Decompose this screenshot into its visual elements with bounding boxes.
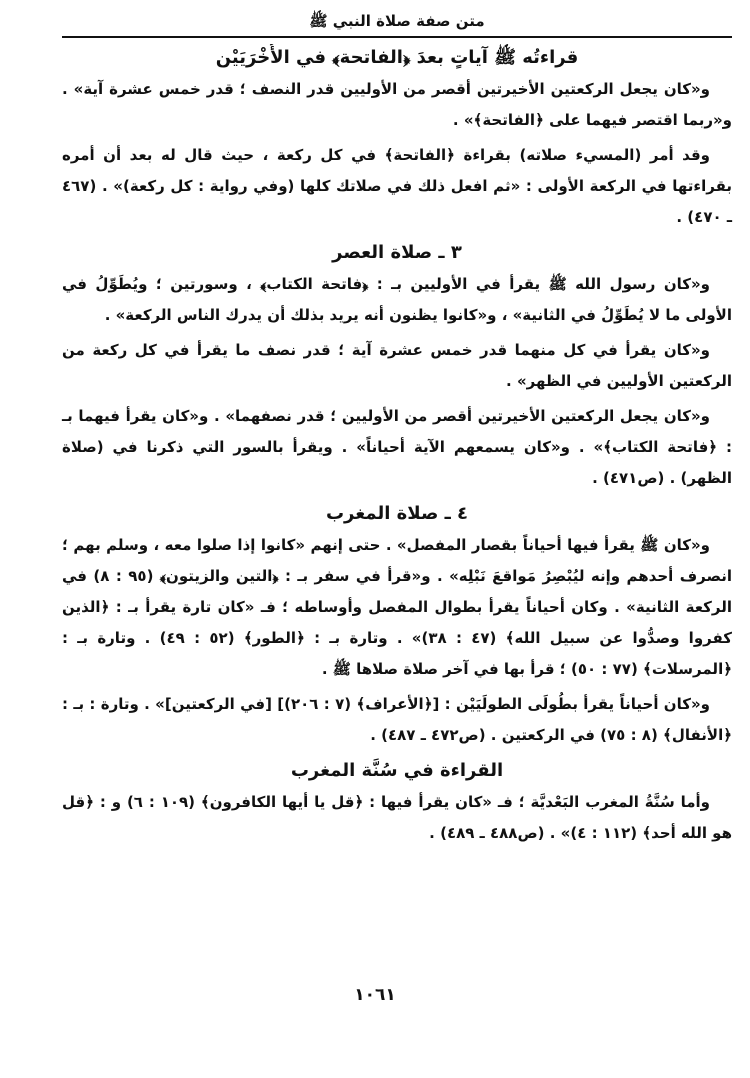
paragraph: و«كان يجعل الركعتين الأخيرتين أقصر من الأوليين ؛ قدر نصفهما» . و«كان يقرأ فيهما بـ : ﴿فاتحة الكتاب﴾» . و«كان يسمعهم الآية أحياناً» . ويقرأ بالسور التي ذكرنا في (صلاة الظهر) . (ص٤٧١) . [62, 407, 732, 487]
section-heading: القراءة في سُنَّة المغرب [290, 760, 504, 781]
paragraph: و«كان يجعل الركعتين الأخيرتين أقصر من الأوليين قدر النصف ؛ قدر خمس عشرة آية» . و«ربما اقتصر فيهما على ﴿الفاتحة﴾» . [62, 80, 732, 129]
paragraph: و«كان ﷺ يقرأ فيها أحياناً بقصار المفصل» . حتى إنهم «كانوا إذا صلوا معه ، وسلم بهم ؛ انصرف أحدهم وإنه ليُبْصِرُ مَواقعَ نَبْلِه» . و«قرأ في سفر بـ : ﴿التين والزيتون﴾ (٩٥ : ٨) في الركعة الثانية» . وكان أحياناً يقرأ بطوال المفصل وأوساطه ؛ فـ «كان تارة يقرأ بـ : ﴿الذين كفروا وصدُّوا عن سبيل الله﴾ (٤٧ : ٣٨)» . وتارة بـ : ﴿الطور﴾ (٥٢ : ٤٩) . وتارة بـ : ﴿المرسلات﴾ (٧٧ : ٥٠) ؛ قرأ بها في آخر صلاة صلاها ﷺ . [62, 536, 732, 678]
paragraph: و«كان رسول الله ﷺ يقرأ في الأوليين بـ : ﴿فاتحة الكتاب﴾ ، وسورتين ؛ ويُطَوِّلُ في الأولى ما لا يُطَوِّلُ في الثانية» ، و«كانوا يظنون أنه يريد بذلك أن يدرك الناس الركعة» . [62, 275, 732, 324]
paragraph: وقد أمر (المسيء صلاته) بقراءة ﴿الفاتحة﴾ في كل ركعة ، حيث قال له بعد أن أمره بقراءتها في الركعة الأولى : «ثم افعل ذلك في صلاتك كلها (وفي رواية : كل ركعة)» . (٤٦٧ ـ ٤٧٠) . [62, 146, 732, 226]
section-asr-prayer [62, 239, 732, 494]
section-heading: ٣ ـ صلاة العصر [332, 242, 462, 263]
page-number: ١٠٦١ [354, 985, 396, 1005]
book-page [62, 10, 732, 853]
paragraph: و«كان أحياناً يقرأ بطُولَى الطولَيَيْن : [﴿الأعراف﴾ (٧ : ٢٠٦)] [في الركعتين]» . وتارة : بـ : ﴿الأنفال﴾ (٨ : ٧٥) في الركعتين . (ص٤٧٢ ـ ٤٨٧) . [62, 695, 732, 744]
running-header: متن صفة صلاة النبي ﷺ [62, 10, 732, 38]
section-heading: ٤ ـ صلاة المغرب [325, 503, 469, 524]
section-maghrib-prayer [62, 500, 732, 751]
section-heading: قراءتُه ﷺ آياتٍ بعدَ ﴿الفاتحة﴾ في الأُخْرَيَيْن [215, 47, 579, 68]
paragraph: و«كان يقرأ في كل منهما قدر خمس عشرة آية ؛ قدر نصف ما يقرأ في كل ركعة من الركعتين الأوليين في الظهر» . [62, 341, 732, 390]
paragraph: وأما سُنَّةُ المغرب البَعْديَّة ؛ فـ «كان يقرأ فيها : ﴿قل يا أيها الكافرون﴾ (١٠٩ : ٦) و : ﴿قل هو الله أحد﴾ (١١٢ : ٤)» . (ص٤٨٨ ـ ٤٨٩) . [62, 793, 732, 842]
section-maghrib-sunnah [62, 757, 732, 849]
section-recitation-last-two [62, 44, 732, 233]
